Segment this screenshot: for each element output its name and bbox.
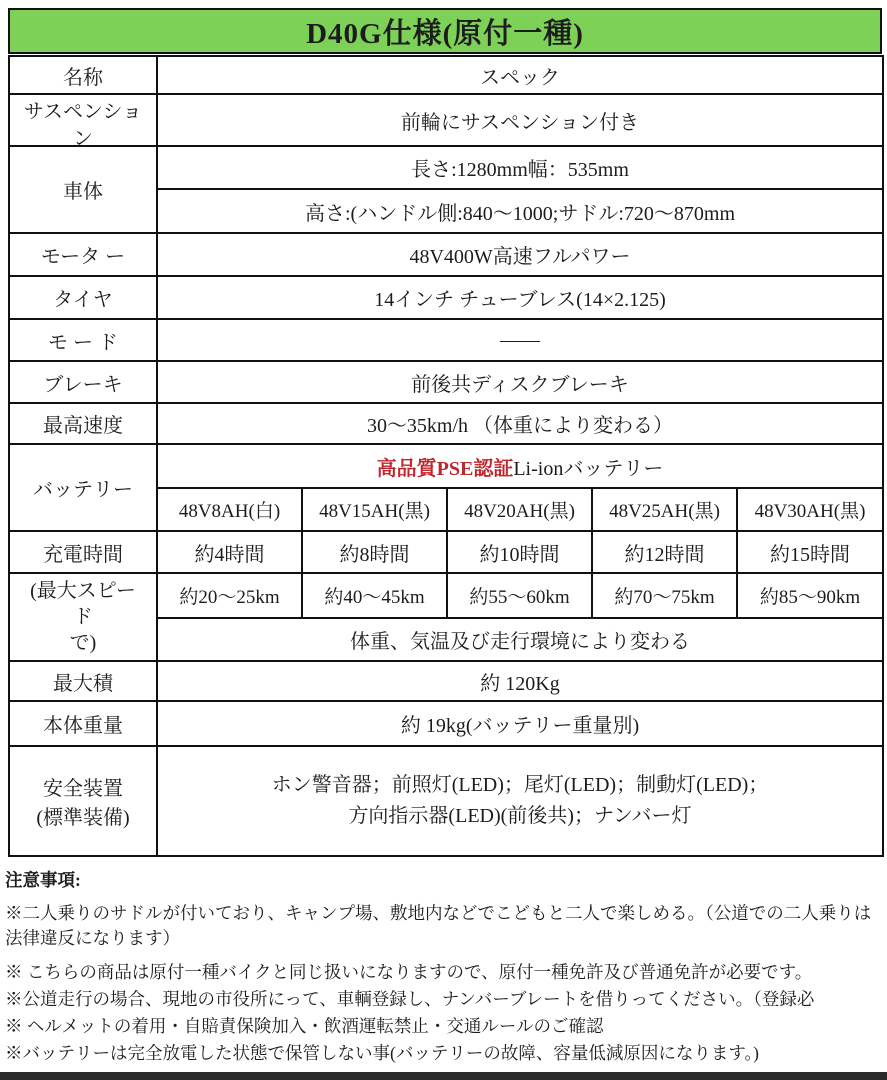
mode-value: —— [157, 319, 883, 361]
range-value: 約70～75km [592, 573, 737, 618]
range-label: (最大スピー ド で) [9, 573, 157, 661]
battery-variant: 48V15AH(黒) [302, 488, 447, 531]
table-row [9, 146, 883, 189]
motor-value: 48V400W高速フルパワー [157, 233, 883, 276]
table-row [9, 701, 883, 746]
notes-section [5, 868, 881, 1068]
battery-variant: 48V25AH(黒) [592, 488, 737, 531]
charge-time-value: 約10時間 [447, 531, 592, 573]
notes-heading: 注意事項: [5, 870, 81, 890]
tire-label: タイヤ [9, 276, 157, 319]
table-row [9, 94, 883, 146]
safety-value: ホン警音器；前照灯(LED)；尾灯(LED)；制動灯(LED)； 方向指示器(LED)(前後共)；ナンバー灯 [157, 746, 883, 856]
charge-time-value: 約12時間 [592, 531, 737, 573]
battery-variant: 48V8AH(白) [157, 488, 302, 531]
brake-label: ブレーキ [9, 361, 157, 403]
safety-label: 安全装置 (標準装備) [9, 746, 157, 856]
note-item: ※バッテリーは完全放電した状態で保管しない事(バッテリーの故障、容量低減原因になります。) [5, 1043, 760, 1063]
table-row [9, 661, 883, 701]
battery-heading [157, 444, 883, 488]
charge-time-value: 約15時間 [737, 531, 883, 573]
note-item: ※ ヘルメットの着用・自賠責保険加入・飲酒運転禁止・交通ルールのご確認 [5, 1016, 604, 1036]
range-value: 約85～90km [737, 573, 883, 618]
table-row [9, 444, 883, 488]
weight-value: 約 19kg(バッテリー重量別) [157, 701, 883, 746]
charge-time-label: 充電時間 [9, 531, 157, 573]
title-bar [8, 8, 882, 54]
range-note: 体重、気温及び走行環境により変わる [157, 618, 883, 661]
body-length-value: 長さ:1280mm幅：535mm [157, 146, 883, 189]
weight-label: 本体重量 [9, 701, 157, 746]
col-header-spec: スペック [157, 56, 883, 94]
battery-heading-rest: Li-ionバッテリー [513, 457, 664, 480]
range-value: 約40～45km [302, 573, 447, 618]
bottom-divider-bar [0, 1072, 887, 1080]
suspension-label: サスペンショ ン [9, 94, 157, 146]
battery-variant: 48V30AH(黒) [737, 488, 883, 531]
table-row [9, 361, 883, 403]
table-row [9, 573, 883, 618]
motor-label: モータ ー [9, 233, 157, 276]
max-load-value: 約 120Kg [157, 661, 883, 701]
max-speed-value: 30～35km/h （体重により変わる） [157, 403, 883, 444]
tire-value: 14インチ チューブレス(14×2.125) [157, 276, 883, 319]
range-value: 約20～25km [157, 573, 302, 618]
battery-heading-red: 高品質PSE認証 [376, 457, 514, 480]
charge-time-value: 約8時間 [302, 531, 447, 573]
page-title: D40G仕様(原付一種) [306, 17, 584, 50]
body-label: 車体 [9, 146, 157, 233]
col-header-name: 名称 [9, 56, 157, 94]
note-item: ※ こちらの商品は原付一種バイクと同じ扱いになりますので、原付一種免許及び普通免許が必要です。 [5, 962, 813, 982]
battery-label: バッテリー [9, 444, 157, 531]
table-row [9, 56, 883, 94]
table-row [9, 319, 883, 361]
note-item: ※二人乗りのサドルが付いており、キャンプ場、敷地内などでこどもと二人で楽しめる。（公道での二人乗りは法律違反になります） [5, 903, 872, 948]
table-row [9, 233, 883, 276]
max-load-label: 最大積 [9, 661, 157, 701]
table-row [9, 531, 883, 573]
range-value: 約55～60km [447, 573, 592, 618]
table-row [9, 403, 883, 444]
note-item: ※公道走行の場合、現地の市役所にって、車輌登録し、ナンバーブレートを借りってください。（登録必 [5, 989, 815, 1009]
battery-variant: 48V20AH(黒) [447, 488, 592, 531]
spec-sheet [8, 8, 882, 857]
mode-label: モ ー ド [9, 319, 157, 361]
table-row [9, 746, 883, 856]
brake-value: 前後共ディスクブレーキ [157, 361, 883, 403]
max-speed-label: 最高速度 [9, 403, 157, 444]
spec-table [8, 55, 884, 857]
table-row [9, 276, 883, 319]
suspension-value: 前輪にサスペンション付き [157, 94, 883, 146]
charge-time-value: 約4時間 [157, 531, 302, 573]
body-height-value: 高さ:(ハンドル側:840～1000;サドル:720～870mm [157, 189, 883, 233]
